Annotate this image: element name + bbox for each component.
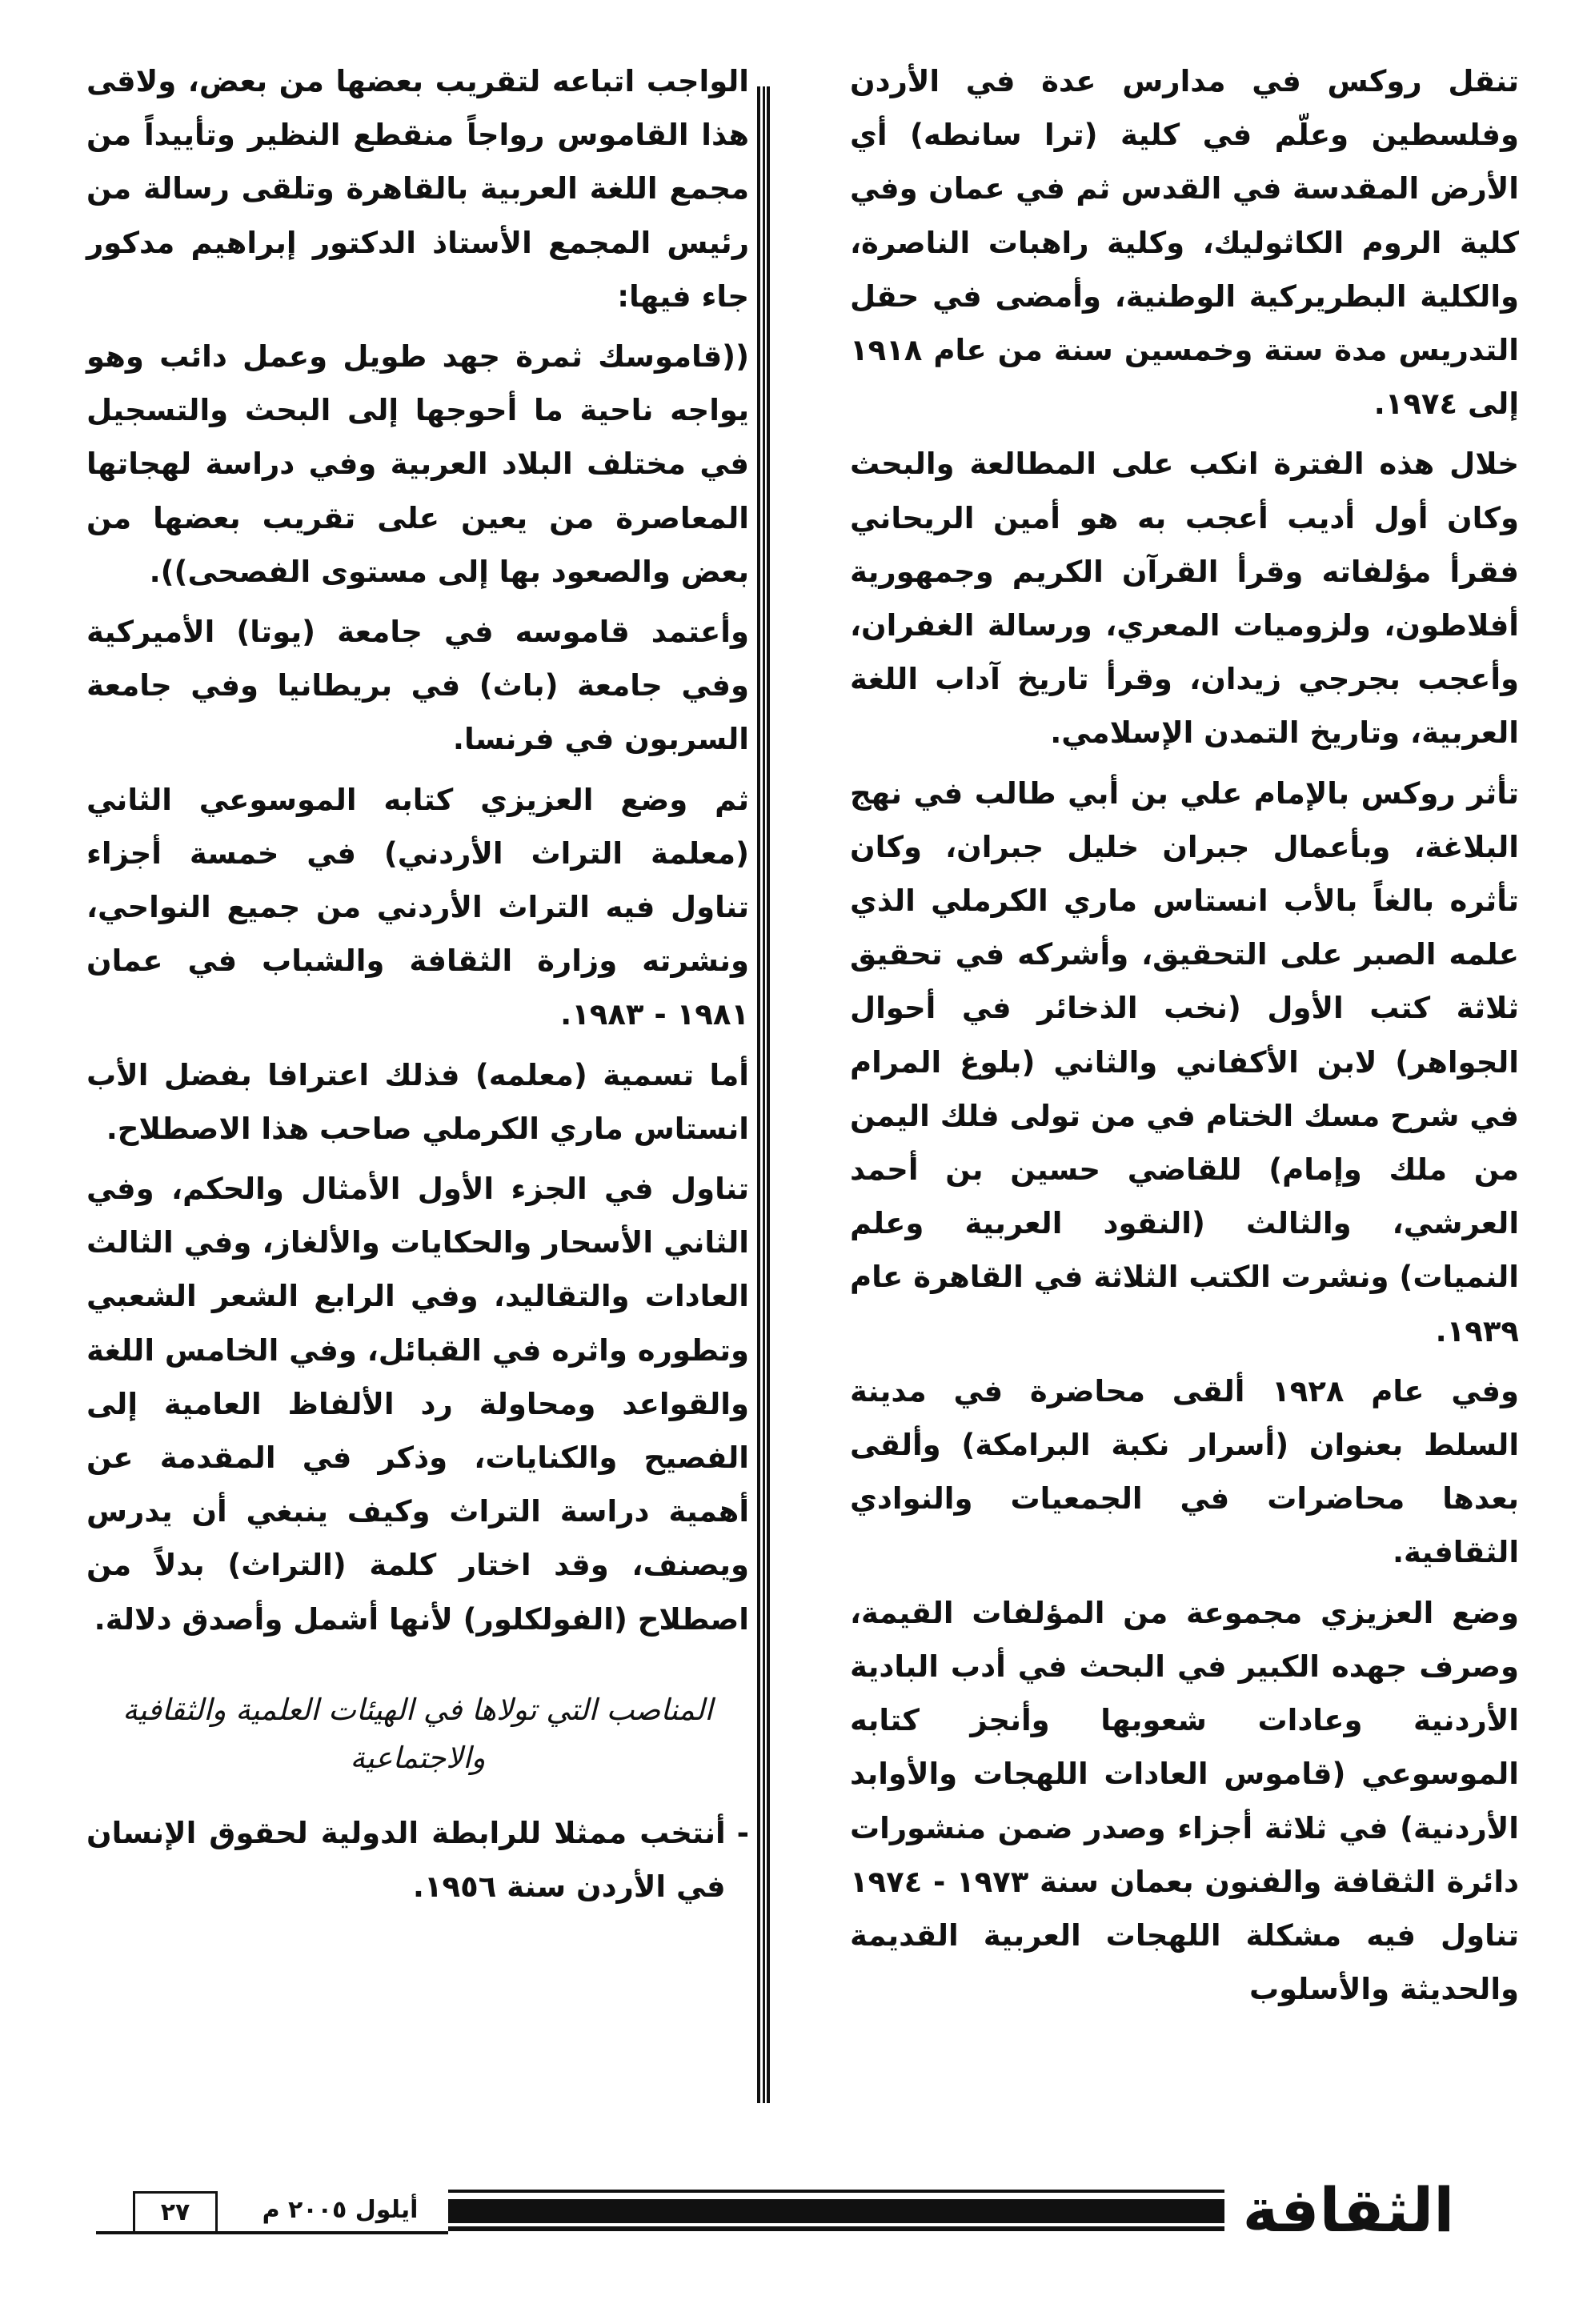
paragraph: تأثر روكس بالإمام علي بن أبي طالب في نهج البلاغة، وبأعمال جبران خليل جبران، وكان تأثره بالغاً بالأب انستاس ماري الكرملي الذي علمه الصبر على التحقيق، وأشركه في تحقيق ثلاثة كتب الأول (نخب الذخائر في أحوال الجواهر) لابن الأكفاني والثاني (بلوغ المرام في شرح مسك الختام في من تولى فلك اليمن من ملك وإمام) للقاضي حسين بن أحمد العرشي، والثالث (النقود العربية وعلم النميات) ونشرت الكتب الثلاثة في القاهرة عام ١٩٣٩.	[850, 775, 1519, 1348]
magazine-logo: الثقافة	[1224, 2175, 1473, 2246]
paragraph: وأعتمد قاموسه في جامعة (يوتا) الأميركية وفي جامعة (باث) في بريطانيا وفي جامعة السربون في فرنسا.	[86, 615, 749, 757]
list-item	[86, 1806, 749, 1913]
page-footer	[0, 2175, 1591, 2271]
paragraph: وفي عام ١٩٢٨ ألقى محاضرة في مدينة السلط بعنوان (أسرار نكبة البرامكة) وألقى بعدها محاضرات في الجمعيات والنوادي الثقافية.	[850, 1373, 1519, 1570]
paragraph: الواجب اتباعه لتقريب بعضها من بعض، ولاقى هذا القاموس رواجاً منقطع النظير وتأييداً من مجمع اللغة العربية بالقاهرة وتلقى رسالة من رئيس المجمع الأستاذ الدكتور إبراهيم مدكور جاء فيها:	[86, 64, 749, 314]
paragraph: أما تسمية (معلمه) فذلك اعترافا بفضل الأب انستاس ماري الكرملي صاحب هذا الاصطلاح.	[86, 1057, 749, 1146]
paragraph: ثم وضع العزيزي كتابه الموسوعي الثاني (معلمة التراث الأردني) في خمسة أجزاء تناول فيه التراث الأردني من جميع النواحي، ونشرته وزارة الثقافة والشباب في عمان ١٩٨١ - ١٩٨٣.	[86, 782, 749, 1032]
section-heading: المناصب التي تولاها في الهيئات العلمية والثقافية والاجتماعية	[122, 1692, 713, 1775]
issue-date: أيلول ٢٠٠٥ م	[262, 2196, 419, 2224]
bullet-dash: -	[736, 1815, 749, 1850]
paragraph: تناول في الجزء الأول الأمثال والحكم، وفي الثاني الأسحار والحكايات والألغاز، وفي الثالث العادات والتقاليد، وفي الرابع الشعر الشعبي وتطوره واثره في القبائل، وفي الخامس اللغة والقواعد ومحاولة رد الألفاظ العامية إلى الفصيح والكنايات، وذكر في المقدمة عن أهمية دراسة التراث وكيف ينبغي أن يدرس ويصنف، وقد اختار كلمة (التراث) بدلاً من اصطلاح (الفولكلور) لأنها أشمل وأصدق دلالة.	[86, 1172, 749, 1637]
right-column	[850, 54, 1519, 2022]
paragraph: خلال هذه الفترة انكب على المطالعة والبحث وكان أول أديب أعجب به هو أمين الريحاني فقرأ مؤلفاته وقرأ القرآن الكريم وجمهورية أفلاطون، ولزوميات المعري، ورسالة الغفران، وأعجب بجرجي زيدان، وقرأ تاريخ آداب اللغة العربية، وتاريخ التمدن الإسلامي.	[850, 447, 1519, 751]
page-number: ٢٧	[133, 2191, 218, 2234]
paragraph: وضع العزيزي مجموعة من المؤلفات القيمة، وصرف جهده الكبير في البحث في أدب البادية الأردنية وعادات شعوبها وأنجز كتابه الموسوعي (قاموس العادات اللهجات والأوابد الأردنية) في ثلاثة أجزاء وصدر ضمن منشورات دائرة الثقافة والفنون بعمان سنة ١٩٧٣ - ١٩٧٤ تناول فيه مشكلة اللهجات العربية القديمة والحديثة والأسلوب	[850, 1595, 1519, 2007]
left-column	[86, 54, 749, 1913]
paragraph: تنقل روكس في مدارس عدة في الأردن وفلسطين وعلّم في كلية (ترا سانطه) أي الأرض المقدسة في القدس ثم في عمان وفي كلية الروم الكاثوليك، وكلية راهبات الناصرة، والكلية البطريركية الوطنية، وأمضى في حقل التدريس مدة ستة وخمسين سنة من عام ١٩١٨ إلى ١٩٧٤.	[850, 64, 1519, 422]
footer-rule	[96, 2231, 448, 2234]
column-divider	[757, 86, 770, 2103]
paragraph: ((قاموسك ثمرة جهد طويل وعمل دائب وهو يواجه ناحية ما أحوجها إلى البحث والتسجيل في مختلف البلاد العربية وفي دراسة لهجاتها المعاصرة من يعين على تقريب بعضها من بعض والصعود بها إلى مستوى الفصحى)).	[86, 339, 749, 589]
list-item-text: أنتخب ممثلا للرابطة الدولية لحقوق الإنسان في الأردن سنة ١٩٥٦.	[86, 1815, 726, 1905]
